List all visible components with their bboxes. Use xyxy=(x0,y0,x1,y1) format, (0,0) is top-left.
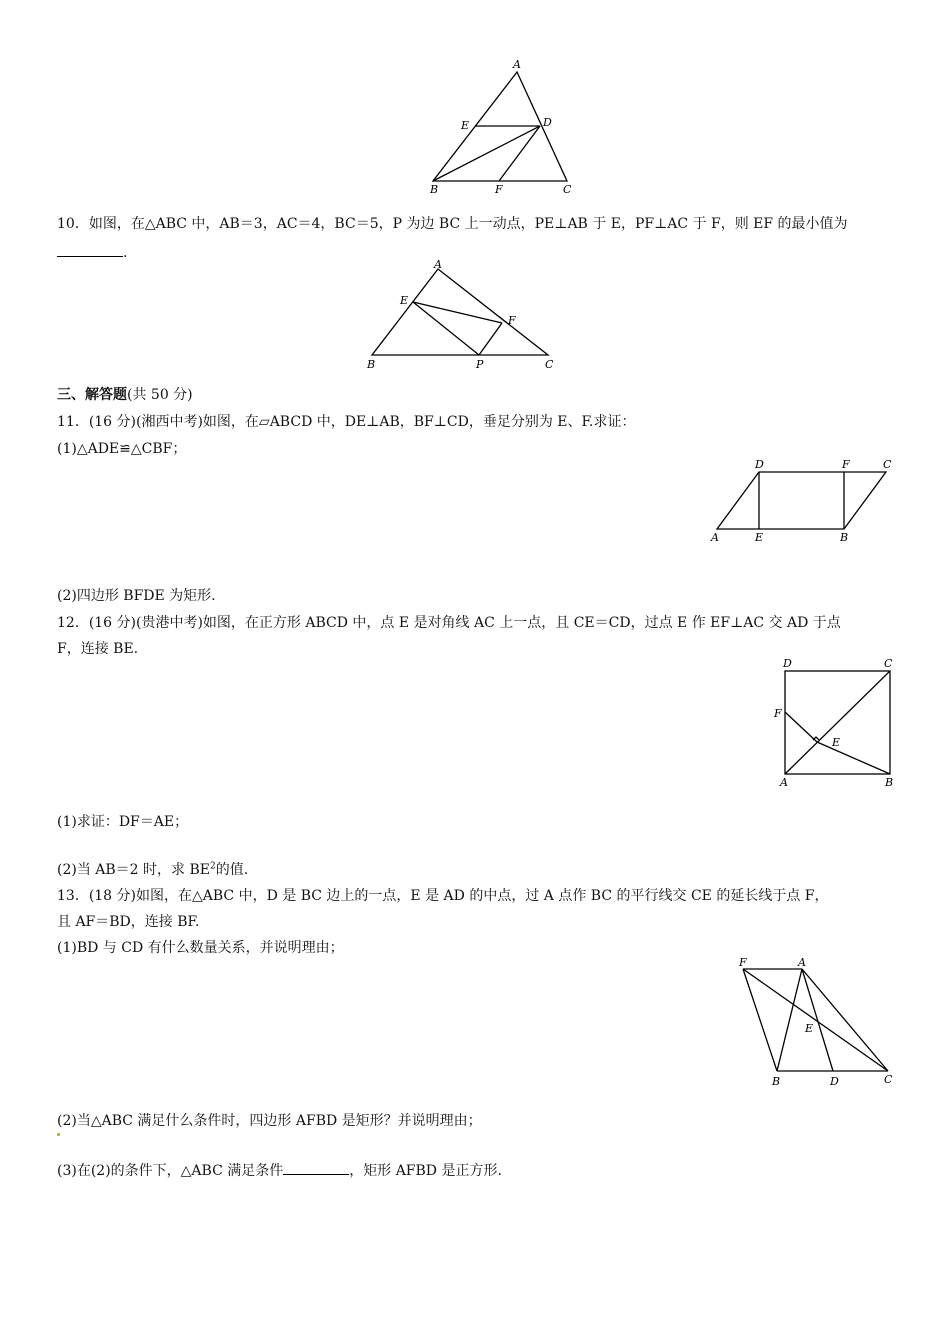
q13-part1: (1)BD 与 CD 有什么数量关系，并说明理由； xyxy=(57,940,344,956)
q11-stem: 11．(16 分)(湘西中考)如图，在▱ABCD 中，DE⊥AB，BF⊥CD，垂足分别为 E、F.求证： xyxy=(57,414,636,430)
segment-eb xyxy=(817,742,890,774)
point-label: E xyxy=(832,736,841,749)
point-label: A xyxy=(513,58,521,71)
point-label: C xyxy=(884,657,893,670)
point-label: E xyxy=(400,294,409,307)
point-label: E xyxy=(461,119,470,132)
figure-q9 xyxy=(420,55,580,200)
answer-blank[interactable] xyxy=(283,1160,349,1175)
point-label: D xyxy=(783,657,792,670)
q12-part2: (2)当 AB＝2 时，求 $BE^2$的值. xyxy=(57,861,249,878)
parallelogram-abcd xyxy=(717,472,886,529)
point-label: F xyxy=(495,183,503,196)
point-label: C xyxy=(883,458,892,471)
q11-part1: (1)△ADE≌△CBF； xyxy=(57,441,187,457)
point-label: D xyxy=(543,116,552,129)
q12-stem-line2: F，连接 BE. xyxy=(57,641,139,657)
segment-ad xyxy=(802,969,833,1071)
point-label: D xyxy=(830,1075,839,1088)
q11-part2: (2)四边形 BFDE 为矩形. xyxy=(57,588,216,604)
q12-part1: (1)求证：DF＝AE； xyxy=(57,814,189,830)
point-label: B xyxy=(840,531,849,544)
segment-fe xyxy=(785,712,817,742)
point-label: D xyxy=(755,458,764,471)
diagonal-ac xyxy=(785,671,890,774)
point-label: C xyxy=(563,183,572,196)
q10-line2: . xyxy=(57,242,127,263)
segment-fb xyxy=(743,969,777,1071)
point-label: A xyxy=(434,258,442,271)
point-label: B xyxy=(885,776,894,789)
figure-q13 xyxy=(735,955,900,1090)
figure-q10 xyxy=(360,258,560,373)
segment-fd xyxy=(499,126,540,181)
point-label: C xyxy=(884,1073,893,1086)
point-label: E xyxy=(755,531,764,544)
point-label: A xyxy=(780,776,788,789)
point-label: F xyxy=(739,956,747,969)
segment-bd xyxy=(433,126,540,181)
segment-fp xyxy=(479,323,502,355)
figure-q12 xyxy=(770,655,900,790)
q13-stem-line2: 且 AF＝BD，连接 BF. xyxy=(57,914,200,930)
point-label: B xyxy=(430,183,439,196)
q12-stem-line1: 12．(16 分)(贵港中考)如图，在正方形 ABCD 中，点 E 是对角线 AC 上一点，且 CE＝CD，过点 E 作 EF⊥AC 交 AD 于点 xyxy=(57,615,841,631)
point-label: A xyxy=(711,531,719,544)
point-label: P xyxy=(476,358,484,371)
q10-line1: 10．如图，在△ABC 中，AB＝3，AC＝4，BC＝5，P 为边 BC 上一动点，PE⊥AB 于 E，PF⊥AC 于 F，则 EF 的最小值为 xyxy=(57,216,848,232)
point-label: B xyxy=(367,358,376,371)
point-label: F xyxy=(508,314,516,327)
figure-q11 xyxy=(705,455,900,545)
section-heading: 三、解答题(共 50 分) xyxy=(57,387,193,403)
margin-mark xyxy=(57,1133,60,1136)
point-label: B xyxy=(772,1075,781,1088)
q13-part3: (3)在(2)的条件下，△ABC 满足条件 ，矩形 AFBD 是正方形. xyxy=(57,1160,502,1181)
segment-ab xyxy=(777,969,802,1071)
answer-blank[interactable] xyxy=(57,242,123,257)
triangle-abc xyxy=(372,269,548,355)
point-label: F xyxy=(842,458,850,471)
q13-stem-line1: 13．(18 分)如图，在△ABC 中，D 是 BC 边上的一点，E 是 AD 的中点，过 A 点作 BC 的平行线交 CE 的延长线于点 F， xyxy=(57,888,829,904)
q13-part2: (2)当△ABC 满足什么条件时，四边形 AFBD 是矩形？并说明理由； xyxy=(57,1113,482,1129)
point-label: A xyxy=(798,956,806,969)
right-angle-mark xyxy=(813,737,819,740)
point-label: F xyxy=(774,707,782,720)
point-label: C xyxy=(545,358,554,371)
point-label: E xyxy=(805,1022,814,1035)
